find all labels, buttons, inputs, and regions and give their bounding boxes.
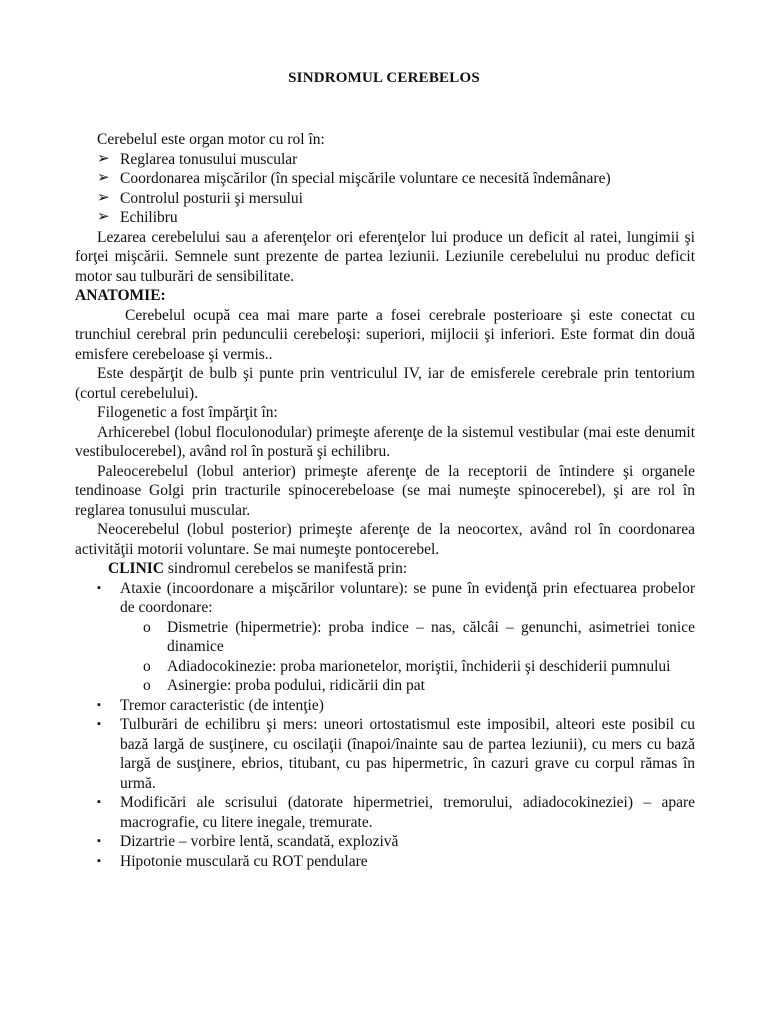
roles-list [75,150,695,228]
list-item: ▪ Hipotonie musculară cu ROT pendulare [97,852,368,870]
square-bullet-icon: ▪ [97,718,101,730]
list-item: o Adiadocokinezie: proba marionetelor, moriştii, închiderii şi deschiderii pumnului [143,657,671,675]
arrow-bullet-icon: ➢ [97,150,110,167]
anatomy-paragraph: Neocerebelul (lobul posterior) primeşte aferenţe de la neocortex, având rol în coordonarea activităţii motorii voluntare. Se mai numeşte pontocerebel. [75,521,695,558]
list-item: ➢ Reglarea tonusului muscular [97,150,298,168]
anatomy-heading: ANATOMIE: [75,287,166,304]
intro-text: Cerebelul este organ motor cu rol în: [97,131,325,148]
clinic-intro [75,559,695,579]
document-body [75,130,695,871]
clinic-signs-list [75,696,695,872]
arrow-bullet-icon: ➢ [97,189,110,206]
list-item: ▪ Dizartrie – vorbire lentă, scandată, explozivă [97,833,399,850]
list-item: ➢ Coordonarea mişcărilor (în special mişcările voluntare ce necesită îndemânare) [97,170,611,187]
square-bullet-icon: ▪ [97,698,101,711]
anatomy-paragraph: Paleocerebelul (lobul anterior) primeşte aferenţe de la receptorii de întindere şi organele tendinoase Golgi prin tracturile spinocerebeloase (se mai numeşte spinocerebel), şi are rol în reglarea tonusului muscular. [75,462,695,519]
clinic-text: sindromul cerebelos se manifestă prin: [163,560,408,577]
arrow-bullet-icon: ➢ [97,209,110,225]
anatomy-paragraph: Filogenetic a fost împărţit în: [97,404,278,421]
circle-bullet-icon: o [143,677,151,694]
clinic-signs-list [75,579,695,618]
circle-bullet-icon: o [143,657,151,675]
list-item: ▪ Ataxie (incoordonare a mişcărilor voluntare): se pune în evidenţă prin efectuarea probelor de coordonare: [97,579,695,616]
list-item: o Dismetrie (hipermetrie): proba indice – nas, călcâi – genunchi, asimetriei tonice dinamice [143,618,695,655]
lesion-paragraph: Lezarea cerebelului sau a aferenţelor ori eferenţelor lui produce un deficit al ratei, lungimii şi forţei mişcării. Semnele sunt prezente de partea leziunii. Leziunile cerebelului nu produc deficit motor sau tulburări de sensibilitate. [75,228,695,285]
square-bullet-icon: ▪ [97,835,101,847]
list-item: ▪ Tulburări de echilibru şi mers: uneori ortostatismul este imposibil, alteori este posibil cu bază largă de susţinere, cu oscilaţii (înapoi/înainte sau de partea leziunii), cu mers cu bază largă de susţinere, ebrios, titubant, cu pas hipermetric, în cazuri grave cu corpul rămas în urmă. [97,716,695,792]
document-title: SINDROMUL CEREBELOS [288,70,480,86]
ataxia-tests-list [75,618,695,696]
square-bullet-icon: ▪ [97,581,101,594]
square-bullet-icon: ▪ [97,796,101,808]
list-item: o Asinergie: proba podului, ridicării din pat [143,677,425,694]
anatomy-paragraph: Este despărţit de bulb şi punte prin ventriculul IV, iar de emisferele cerebrale prin tentorium (cortul cerebelului). [75,365,695,402]
list-item: ➢ Controlul posturii şi mersului [97,189,303,207]
list-item: ▪ Modificări ale scrisului (datorate hipermetriei, tremorului, adiadocokineziei) – apare macrografie, cu litere inegale, tremurate. [97,794,695,831]
anatomy-paragraph: Cerebelul ocupă cea mai mare parte a fosei cerebrale posterioare şi este conectat cu trunchiul cerebral prin pedunculii cerebeloşi: superiori, mijlocii şi inferiori. Este format din două emisfere cerebeloase şi vermis.. [75,306,695,363]
clinic-label: CLINIC [108,560,164,577]
circle-bullet-icon: o [143,618,151,636]
arrow-bullet-icon: ➢ [97,170,110,186]
square-bullet-icon: ▪ [97,854,101,867]
list-item: ➢ Echilibru [97,209,178,226]
anatomy-paragraph: Arhicerebel (lobul floculonodular) primeşte aferenţe de la sistemul vestibular (mai este denumit vestibulocerebel), având rol în postură şi echilibru. [75,423,695,460]
list-item: ▪ Tremor caracteristic (de intenţie) [97,696,324,714]
